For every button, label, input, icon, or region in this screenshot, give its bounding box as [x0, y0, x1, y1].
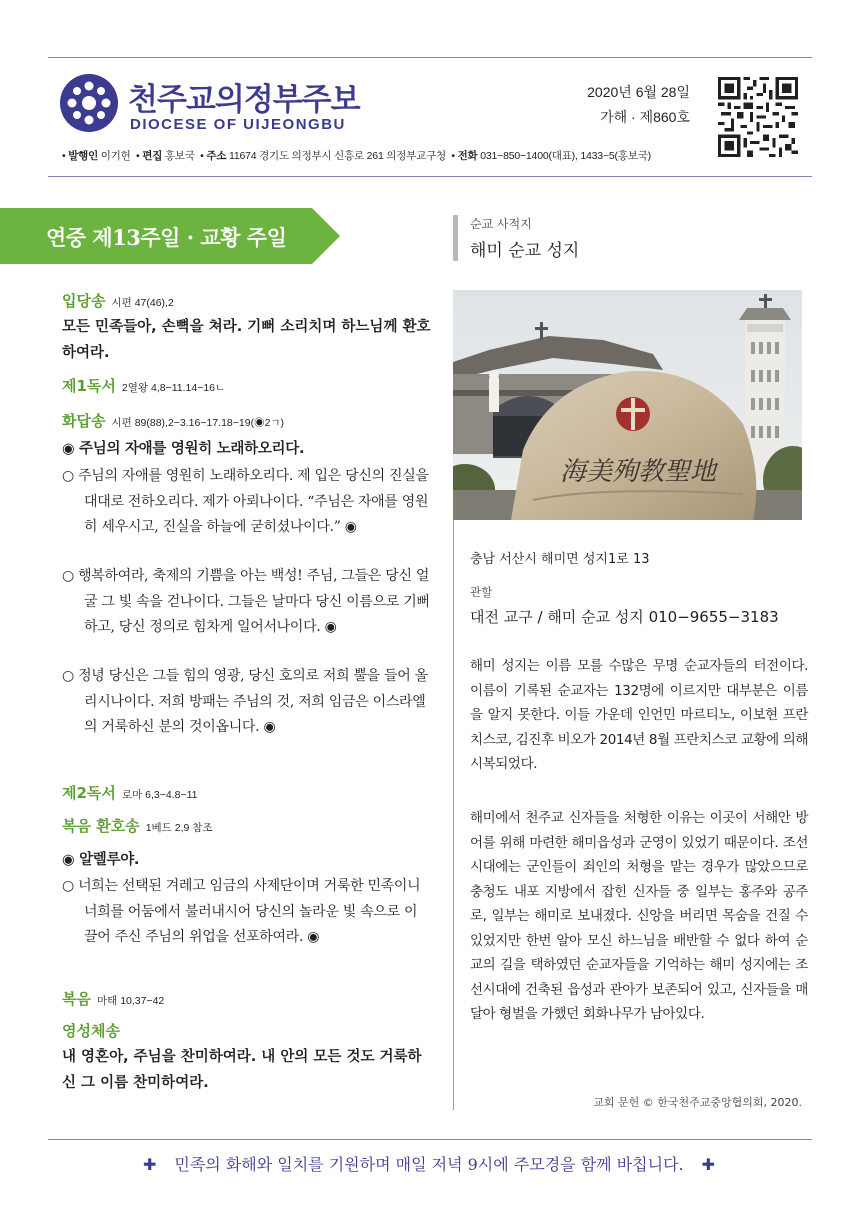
alleluia-response: ◉ 알렐루야.	[62, 852, 140, 868]
footer-prayer	[0, 1152, 858, 1175]
martyr-site-address: 충남 서산시 해미면 성지1로 13	[470, 552, 650, 567]
issue-number: 가해 · 제860호	[600, 109, 690, 125]
martyr-site-paragraph-1: 해미 성지는 이름 모를 수많은 무명 순교자들의 터전이다. 이름이 기록된 순교자는 132명에 이르지만 대부분은 이름을 알지 못한다. 이들 가운데 인언민 마르티노, 이보현 프란치스코, 김진후 비오가 2014년 8월 프란치스코 교황에 의해 시복되었다.	[470, 658, 808, 772]
sunday-banner	[0, 208, 340, 264]
banner-title: 연중 제13주일 · 교황 주일	[46, 225, 287, 250]
copyright-note: 교회 문헌 © 한국천주교중앙협의회, 2020.	[593, 1096, 802, 1109]
qr-code-icon[interactable]	[718, 77, 798, 157]
sidebar-divider	[453, 520, 454, 1110]
martyr-site-title: 해미 순교 성지	[470, 241, 580, 261]
alleluia-verse: ○ 너희는 선택된 겨레고 임금의 사제단이며 거룩한 민족이니 너희를 어둠에서 불러내시어 당신의 놀라운 빛 속으로 이끌어 주신 주님의 위업을 선포하여라. ◉	[62, 878, 421, 945]
masthead-subtitle: DIOCESE OF UIJEONGBU	[130, 116, 346, 133]
alleluia-heading: 복음 환호송 1베드 2,9 참조	[62, 817, 213, 835]
publisher-info: • 발행인 이기헌 • 편집 홍보국 • 주소 11674 경기도 의정부시 신흥로 261 의정부교구청 • 전화 031−850−1400(대표), 1433~5(홍보국)	[62, 150, 651, 162]
entrance-antiphon-text: 모든 민족들아, 손뼉을 쳐라. 기뻐 소리치며 하느님께 환호하여라.	[62, 319, 431, 361]
masthead-rule	[48, 176, 812, 177]
footer-rule	[48, 1139, 812, 1140]
cross-icon: ✚	[701, 1155, 716, 1174]
footer-text: 민족의 화해와 일치를 기원하며 매일 저녁 9시에 주모경을 함께 바칩니다.	[174, 1155, 684, 1174]
first-reading-heading: 제1독서 2열왕 4,8−11.14−16ㄴ	[62, 377, 226, 395]
contact-label: 관할	[470, 585, 493, 599]
martyr-site-paragraph-2: 해미에서 천주교 신자들을 처형한 이유는 이곳이 서해안 방어를 위해 마련한 해미읍성과 군영이 있었기 때문이다. 조선 시대에는 군인들이 죄인의 처형을 맡는 경우가 많았으므로 충청도 내포 지방에서 잡힌 신자들 중 일부는 홍주와 공주로, 일부는 해미로 보내졌다. 신앙을 버리면 목숨을 건질 수 있었지만 한번 알아 모신 하느님을 배반할 수 없다 하여 순교의 길을 택하였던 순교자들을 기억하는 해미 성지에는 조선시대에 건축된 읍성과 관아가 보존되어 있고, 신자들을 매달아 형벌을 가했던 회화나무가 남아있다.	[470, 810, 808, 1022]
entrance-antiphon-heading: 입당송 시편 47(46),2	[62, 292, 174, 310]
martyr-site-kicker: 순교 사적지	[470, 217, 532, 231]
stone-inscription: 海美殉教聖地	[559, 457, 717, 487]
cross-icon: ✚	[142, 1155, 157, 1174]
contact-info: 대전 교구 / 해미 순교 성지 010−9655−3183	[470, 608, 779, 626]
issue-date: 2020년 6월 28일	[587, 84, 690, 100]
masthead-title: 천주교의정부주보	[128, 82, 360, 118]
top-rule	[48, 57, 812, 58]
gospel-heading: 복음 마태 10,37−42	[62, 990, 165, 1008]
section-marker	[453, 215, 458, 261]
haemi-shrine-photo	[453, 290, 802, 520]
psalm-verse-3: ○ 정녕 당신은 그들 힘의 영광, 당신 호의로 저희 뿔을 들어 올리시나이다. 저희 방패는 주님의 것, 저희 임금은 이스라엘의 거룩하신 분의 것이옵니다. ◉	[62, 668, 428, 735]
communion-antiphon-heading: 영성체송	[62, 1022, 120, 1040]
psalm-response: ◉ 주님의 자애를 영원히 노래하오리다.	[62, 441, 305, 457]
communion-antiphon-text: 내 영혼아, 주님을 찬미하여라. 내 안의 모든 것도 거룩하신 그 이름 찬미하여라.	[62, 1049, 422, 1091]
psalm-verse-2: ○ 행복하여라, 축제의 기쁨을 아는 백성! 주님, 그들은 당신 얼굴 그 빛 속을 걷나이다. 그들은 날마다 당신 이름으로 기뻐하고, 당신 정의로 힘차게 일어서나이다. ◉	[62, 568, 430, 635]
second-reading-heading: 제2독서 로마 6,3−4.8−11	[62, 784, 198, 802]
diocese-logo-icon	[60, 74, 118, 132]
psalm-verse-1: ○ 주님의 자애를 영원히 노래하오리다. 제 입은 당신의 진실을 대대로 전하오리다. 제가 아뢰나이다. “주님은 자애를 영원히 세우시고, 진실을 하늘에 굳히셨나이다.” ◉	[62, 468, 429, 535]
psalm-heading: 화답송 시편 89(88),2−3.16−17.18−19(◉2ㄱ)	[62, 412, 285, 430]
